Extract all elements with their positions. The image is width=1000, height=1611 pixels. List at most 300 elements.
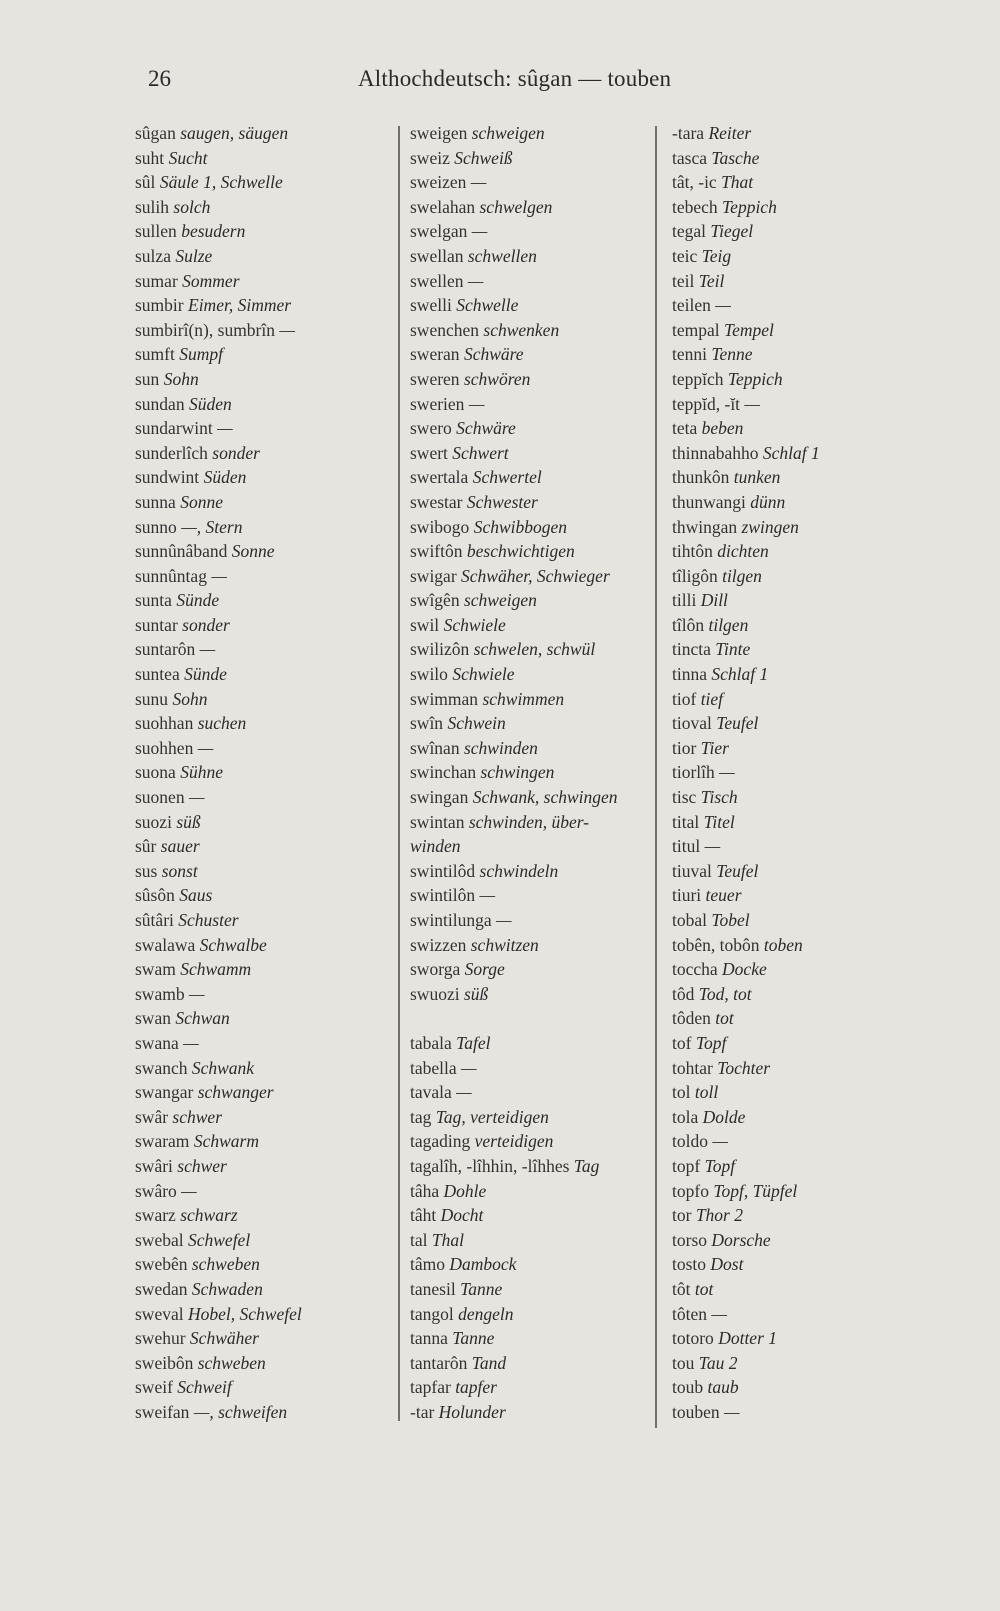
dictionary-entry (672, 736, 912, 761)
entry-gloss: schwinden (463, 737, 538, 758)
dictionary-entry (672, 588, 912, 613)
entry-headword: suona (135, 762, 176, 783)
dictionary-entry (410, 490, 660, 515)
dictionary-entry (135, 883, 385, 908)
entry-headword: swelli (410, 295, 452, 316)
dictionary-entry (410, 1154, 660, 1179)
entry-gloss: tilgen (722, 565, 762, 586)
entry-headword: tincta (672, 639, 711, 660)
dictionary-entry (672, 195, 912, 220)
dictionary-entry (410, 662, 660, 687)
entry-gloss: beben (701, 418, 744, 439)
entry-gloss: schwarz (180, 1205, 238, 1226)
entry-headword: sunna (135, 491, 176, 512)
entry-gloss: Schwank, schwingen (472, 787, 618, 808)
entry-headword: suozi (135, 811, 172, 832)
entry-gloss: winden (410, 836, 461, 857)
entry-headword: swuozi (410, 983, 460, 1004)
entry-gloss: Tasche (711, 147, 760, 168)
entry-headword: swanch (135, 1057, 188, 1078)
entry-headword: sumar (135, 270, 178, 291)
entry-headword: swâr (135, 1106, 169, 1127)
entry-gloss: Tisch (700, 787, 738, 808)
dictionary-entry (410, 1400, 660, 1425)
dictionary-column-2 (410, 121, 660, 1424)
entry-gloss: schwimmen (482, 688, 565, 709)
entry-headword: suht (135, 147, 165, 168)
entry-headword: suonen (135, 787, 185, 808)
dictionary-entry (135, 1031, 385, 1056)
dictionary-entry (672, 539, 912, 564)
dictionary-entry (410, 293, 660, 318)
dictionary-entry (135, 1228, 385, 1253)
dictionary-entry (135, 367, 385, 392)
dictionary-entry (410, 982, 660, 1007)
entry-gloss: Teppich (727, 368, 783, 389)
entry-headword: swintilôd (410, 860, 476, 881)
entry-gloss: toben (763, 934, 803, 955)
entry-headword: swintilôn (410, 885, 476, 906)
entry-headword: sunnûntag (135, 565, 207, 586)
dictionary-entry (672, 1031, 912, 1056)
dictionary-entry (410, 1203, 660, 1228)
entry-gloss: Teil (698, 270, 725, 291)
entry-gloss: — (467, 270, 484, 291)
entry-gloss: Tempel (724, 319, 774, 340)
entry-headword: sûl (135, 172, 156, 193)
entry-gloss: —, Stern (181, 516, 243, 537)
entry-headword: suohhen (135, 737, 194, 758)
dictionary-entry (135, 1252, 385, 1277)
entry-gloss: — (468, 393, 485, 414)
entry-gloss: Sühne (180, 762, 223, 783)
entry-gloss: schwellen (467, 245, 537, 266)
entry-headword: sulih (135, 196, 170, 217)
dictionary-entry (410, 1326, 660, 1351)
entry-gloss: Sumpf (179, 344, 223, 365)
entry-gloss: Tod, tot (698, 983, 752, 1004)
entry-gloss: Schwiele (443, 614, 506, 635)
entry-headword: tola (672, 1106, 699, 1127)
dictionary-entry (135, 662, 385, 687)
entry-headword: tiof (672, 688, 697, 709)
dictionary-entry (135, 785, 385, 810)
entry-gloss: Sohn (172, 688, 208, 709)
dictionary-entry (135, 1056, 385, 1081)
entry-gloss: Dill (700, 590, 728, 611)
entry-headword: tîligôn (672, 565, 718, 586)
column-divider (398, 126, 400, 1421)
entry-headword: swilo (410, 664, 448, 685)
entry-gloss: Dambock (449, 1254, 517, 1275)
entry-gloss: Schwein (447, 713, 506, 734)
dictionary-entry (410, 1277, 660, 1302)
entry-gloss: Sohn (163, 368, 199, 389)
dictionary-entry (135, 908, 385, 933)
entry-gloss: Docke (722, 959, 767, 980)
entry-headword: swangar (135, 1082, 194, 1103)
entry-headword: swebal (135, 1229, 184, 1250)
dictionary-entry (410, 318, 660, 343)
entry-headword: sunderlîch (135, 442, 208, 463)
dictionary-entry (672, 957, 912, 982)
entry-headword: teil (672, 270, 695, 291)
entry-headword: sullen (135, 221, 177, 242)
dictionary-entry (135, 810, 385, 835)
entry-gloss: tot (694, 1278, 714, 1299)
entry-gloss: dünn (750, 491, 786, 512)
entry-gloss: schwören (463, 368, 531, 389)
entry-gloss: Tand (471, 1352, 507, 1373)
entry-headword: thwingan (672, 516, 738, 537)
entry-headword: swil (410, 614, 440, 635)
entry-headword: tantarôn (410, 1352, 468, 1373)
dictionary-entry (672, 883, 912, 908)
entry-gloss: Saus (179, 885, 213, 906)
entry-gloss: Sulze (175, 245, 213, 266)
entry-gloss: toll (694, 1082, 719, 1103)
entry-headword: swigar (410, 565, 457, 586)
entry-gloss: Teufel (716, 713, 759, 734)
dictionary-entry (410, 687, 660, 712)
dictionary-entry (410, 711, 660, 736)
entry-gloss: Sünde (176, 590, 220, 611)
dictionary-entry (135, 293, 385, 318)
entry-gloss: Schwefel (187, 1229, 251, 1250)
entry-gloss: Dohle (443, 1180, 487, 1201)
dictionary-column-1 (135, 121, 385, 1424)
entry-headword: swana (135, 1032, 179, 1053)
entry-gloss: Sucht (168, 147, 208, 168)
dictionary-entry (672, 1277, 912, 1302)
entry-gloss: Schwäre (456, 418, 516, 439)
entry-gloss: — (211, 565, 227, 586)
entry-gloss: Tanne (452, 1328, 495, 1349)
entry-headword: sweval (135, 1303, 184, 1324)
entry-headword: swan (135, 1008, 171, 1029)
entry-headword: tenni (672, 344, 707, 365)
dictionary-entry (672, 908, 912, 933)
dictionary-entry (410, 269, 660, 294)
entry-gloss: — (470, 172, 487, 193)
entry-gloss: suchen (197, 713, 247, 734)
entry-headword: sweizen (410, 172, 467, 193)
entry-gloss: schwer (172, 1106, 222, 1127)
entry-headword: tôd (672, 983, 695, 1004)
entry-headword: teppĭch (672, 368, 724, 389)
entry-gloss: Tinte (715, 639, 751, 660)
entry-gloss: Schwäher, Schwieger (461, 565, 610, 586)
entry-headword: tital (672, 811, 700, 832)
entry-gloss: besudern (181, 221, 246, 242)
entry-headword: sunnûnâband (135, 541, 228, 562)
entry-gloss: süß (176, 811, 201, 832)
dictionary-entry (672, 1105, 912, 1130)
entry-gloss: schweigen (463, 590, 537, 611)
entry-headword: swimman (410, 688, 479, 709)
dictionary-entry (672, 1203, 912, 1228)
dictionary-entry (410, 441, 660, 466)
entry-headword: sunta (135, 590, 172, 611)
entry-headword: sun (135, 368, 160, 389)
entry-headword: toldo (672, 1131, 708, 1152)
entry-gloss: Schwarm (193, 1131, 259, 1152)
entry-gloss: schwanger (197, 1082, 274, 1103)
entry-gloss: tief (700, 688, 724, 709)
entry-gloss: Schweiß (454, 147, 513, 168)
entry-gloss: — (479, 885, 496, 906)
dictionary-entry (410, 908, 660, 933)
dictionary-entry (672, 1351, 912, 1376)
entry-gloss: — (715, 295, 731, 316)
dictionary-entry (410, 957, 660, 982)
entry-headword: tal (410, 1229, 428, 1250)
entry-headword: tôten (672, 1303, 707, 1324)
entry-headword: tabella (410, 1057, 457, 1078)
dictionary-entry (410, 1031, 660, 1056)
dictionary-entry (410, 416, 660, 441)
entry-gloss: Schwester (466, 491, 538, 512)
dictionary-entry (672, 146, 912, 171)
dictionary-entry (410, 637, 660, 662)
entry-headword: sweran (410, 344, 460, 365)
dictionary-entry (410, 564, 660, 589)
entry-gloss: Süden (188, 393, 232, 414)
entry-gloss: — (724, 1401, 740, 1422)
dictionary-entry (410, 342, 660, 367)
dictionary-entry (410, 195, 660, 220)
dictionary-entry (135, 711, 385, 736)
dictionary-entry (410, 810, 660, 835)
entry-headword: swamb (135, 983, 185, 1004)
dictionary-entry (135, 1006, 385, 1031)
entry-headword: swinchan (410, 762, 477, 783)
entry-headword: sus (135, 860, 158, 881)
entry-headword: sworga (410, 959, 461, 980)
dictionary-entry (135, 1105, 385, 1130)
entry-headword: tinna (672, 664, 707, 685)
entry-gloss: schwindeln (479, 860, 559, 881)
entry-headword: swestar (410, 491, 463, 512)
dictionary-entry (672, 441, 912, 466)
entry-gloss: Sommer (182, 270, 240, 291)
entry-gloss: — (704, 836, 721, 857)
entry-gloss: saugen, säugen (180, 123, 289, 143)
entry-gloss: schwer (177, 1155, 227, 1176)
dictionary-entry (410, 392, 660, 417)
entry-headword: tempal (672, 319, 720, 340)
entry-gloss: Schwank (191, 1057, 255, 1078)
dictionary-entry (672, 219, 912, 244)
entry-gloss: Hobel, Schwefel (187, 1303, 302, 1324)
dictionary-entry (135, 933, 385, 958)
entry-headword: swiftôn (410, 541, 463, 562)
entry-gloss: zwingen (741, 516, 799, 537)
entry-gloss: schweben (197, 1352, 266, 1373)
entry-gloss: Topf (704, 1155, 736, 1176)
entry-gloss: tapfer (455, 1377, 497, 1398)
entry-headword: swelgan (410, 221, 468, 242)
dictionary-entry (410, 588, 660, 613)
page-number: 26 (148, 66, 171, 91)
entry-gloss: — (217, 418, 233, 439)
dictionary-entry (672, 662, 912, 687)
entry-headword: tôt (672, 1278, 691, 1299)
entry-headword: tohtar (672, 1057, 713, 1078)
entry-headword: teta (672, 418, 698, 439)
dictionary-entry (135, 736, 385, 761)
entry-headword: tîlôn (672, 614, 705, 635)
entry-gloss: taub (707, 1377, 739, 1398)
dictionary-entry (135, 244, 385, 269)
entry-headword: titul (672, 836, 701, 857)
entry-gloss: solch (173, 196, 211, 217)
entry-headword: -tar (410, 1401, 435, 1422)
entry-headword: tâha (410, 1180, 440, 1201)
entry-gloss: tilgen (708, 614, 749, 635)
entry-gloss: tot (715, 1008, 734, 1029)
dictionary-entry (135, 539, 385, 564)
entry-headword: tâht (410, 1205, 437, 1226)
entry-headword: toccha (672, 959, 718, 980)
entry-headword: tisc (672, 787, 697, 808)
entry-headword: swizzen (410, 934, 467, 955)
entry-gloss: teuer (705, 885, 742, 906)
entry-headword: tât, -ic (672, 172, 717, 193)
dictionary-entry (672, 834, 912, 859)
entry-gloss: Topf (695, 1032, 727, 1053)
entry-headword: tapfar (410, 1377, 451, 1398)
entry-headword: tabala (410, 1032, 452, 1053)
entry-headword: swerien (410, 393, 465, 414)
dictionary-entry (672, 1302, 912, 1327)
dictionary-entry (410, 170, 660, 195)
entry-headword: suntea (135, 664, 180, 685)
dictionary-entry (135, 318, 385, 343)
entry-gloss: —, schweifen (193, 1401, 288, 1422)
entry-headword: sundan (135, 393, 185, 414)
entry-headword: swero (410, 418, 452, 439)
entry-headword: tasca (672, 147, 707, 168)
dictionary-entry (135, 687, 385, 712)
entry-headword: tôden (672, 1008, 711, 1029)
entry-gloss: sauer (160, 836, 200, 857)
dictionary-entry (672, 1154, 912, 1179)
entry-headword: swintan (410, 811, 465, 832)
dictionary-entry (135, 1302, 385, 1327)
dictionary-entry (672, 170, 912, 195)
dictionary-entry (410, 834, 660, 859)
entry-headword: sunu (135, 688, 169, 709)
entry-headword: topfo (672, 1180, 709, 1201)
entry-headword: swintilunga (410, 910, 492, 930)
dictionary-entry (672, 392, 912, 417)
dictionary-entry (672, 1006, 912, 1031)
entry-gloss: Dolde (702, 1106, 746, 1127)
entry-headword: sweif (135, 1377, 173, 1398)
dictionary-entry (672, 244, 912, 269)
dictionary-entry (672, 687, 912, 712)
entry-gloss: — (181, 1180, 197, 1201)
entry-gloss: Teig (701, 245, 732, 266)
dictionary-entry (135, 170, 385, 195)
dictionary-entry (672, 859, 912, 884)
dictionary-entry (672, 1252, 912, 1277)
dictionary-entry (410, 1129, 660, 1154)
entry-gloss: — (279, 319, 295, 340)
entry-gloss: Teufel (716, 860, 759, 881)
entry-headword: sundwint (135, 467, 200, 488)
dictionary-entry (672, 711, 912, 736)
entry-gloss: Schwelle (456, 295, 519, 316)
entry-headword: swînan (410, 737, 460, 758)
entry-headword: sumbirî(n), sumbrîn (135, 319, 275, 340)
dictionary-entry (410, 219, 660, 244)
entry-gloss: Tag, verteidigen (435, 1106, 549, 1127)
dictionary-entry (410, 933, 660, 958)
entry-headword: touben (672, 1401, 720, 1422)
dictionary-entry (410, 785, 660, 810)
entry-gloss: — (719, 762, 735, 783)
dictionary-entry (672, 785, 912, 810)
entry-gloss: schwelgen (479, 196, 553, 217)
entry-gloss: schwenken (483, 319, 560, 340)
entry-headword: torso (672, 1229, 707, 1250)
entry-headword: tagalîh, -lîhhin, -lîhhes (410, 1155, 570, 1176)
entry-gloss: Schlaf 1 (711, 664, 769, 685)
entry-headword: sundarwint (135, 418, 213, 439)
dictionary-entry (672, 1129, 912, 1154)
entry-gloss: Dost (710, 1254, 744, 1275)
entry-headword: tor (672, 1205, 692, 1226)
entry-headword: tanesil (410, 1278, 456, 1299)
dictionary-entry (672, 1326, 912, 1351)
dictionary-entry (410, 1302, 660, 1327)
entry-gloss: — (712, 1131, 728, 1152)
entry-headword: teilen (672, 295, 711, 316)
entry-gloss: Schwibbogen (473, 516, 568, 537)
dictionary-entry (410, 613, 660, 638)
entry-headword: -tara (672, 123, 705, 143)
entry-gloss: Tau 2 (698, 1352, 738, 1373)
entry-headword: swert (410, 442, 448, 463)
dictionary-entry (410, 1375, 660, 1400)
dictionary-entry (410, 1080, 660, 1105)
entry-headword: sumft (135, 344, 175, 365)
entry-headword: tebech (672, 196, 718, 217)
entry-headword: sweigen (410, 123, 468, 143)
entry-headword: swalawa (135, 934, 196, 955)
dictionary-entry (672, 121, 912, 146)
entry-gloss: Schwäre (463, 344, 524, 365)
dictionary-entry (135, 1080, 385, 1105)
dictionary-entry (672, 1179, 912, 1204)
dictionary-entry (672, 367, 912, 392)
dictionary-entry (135, 1400, 385, 1425)
dictionary-entry (410, 1228, 660, 1253)
entry-headword: tihtôn (672, 541, 713, 562)
entry-gloss: schwingen (480, 762, 555, 783)
entry-gloss: dengeln (458, 1303, 514, 1324)
entry-headword: tiuval (672, 860, 712, 881)
entry-gloss: schwinden, über- (468, 811, 590, 832)
entry-gloss: Sorge (464, 959, 505, 980)
dictionary-entry (410, 859, 660, 884)
dictionary-entry (410, 465, 660, 490)
entry-headword: tol (672, 1082, 691, 1103)
entry-headword: swibogo (410, 516, 470, 537)
dictionary-entry (410, 1105, 660, 1130)
